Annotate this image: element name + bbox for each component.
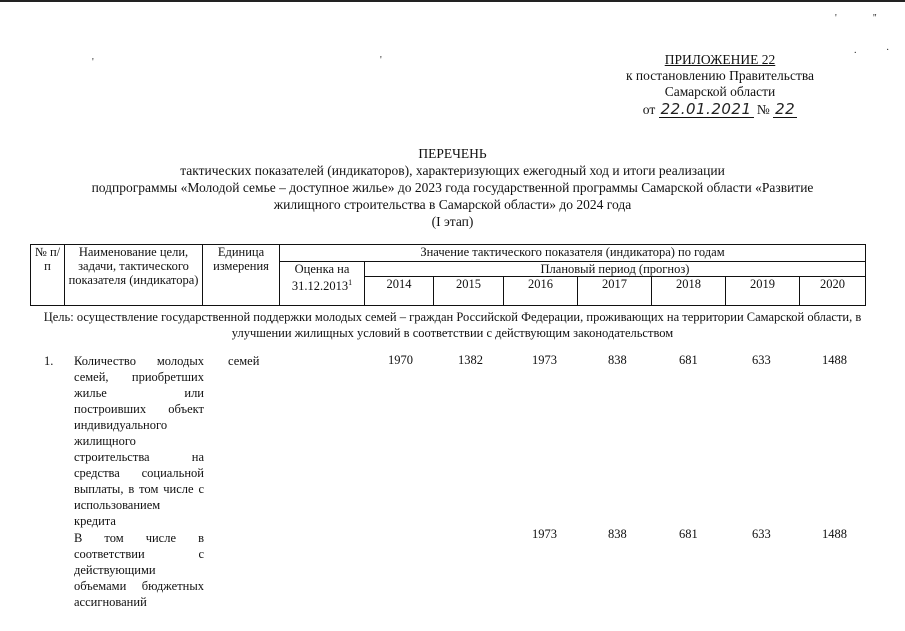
header-name: Наименование цели, задачи, тактического показателя (индикатора) bbox=[65, 245, 203, 306]
header-year: 2020 bbox=[800, 277, 866, 306]
title-line: тактических показателей (индикаторов), характеризующих ежегодный ход и итоги реализации bbox=[180, 163, 725, 178]
row-value: 681 bbox=[679, 527, 698, 541]
header-year: 2016 bbox=[504, 277, 578, 306]
header-year: 2014 bbox=[365, 277, 434, 306]
appendix-date-line bbox=[643, 101, 797, 118]
row-unit: семей bbox=[228, 354, 260, 368]
appendix-title: ПРИЛОЖЕНИЕ 22 bbox=[664, 52, 776, 67]
row-number: 1. bbox=[44, 354, 54, 368]
scan-edge-line bbox=[0, 0, 905, 2]
header-year: 2017 bbox=[578, 277, 652, 306]
header-year: 2018 bbox=[652, 277, 726, 306]
scan-speck: '' bbox=[873, 13, 877, 24]
title-heading: ПЕРЕЧЕНЬ bbox=[418, 146, 487, 161]
handwritten-number: 22 bbox=[775, 100, 796, 118]
title-line: жилищного строительства в Самарской области» до 2024 года bbox=[273, 197, 632, 212]
scan-speck: ' bbox=[835, 13, 837, 24]
row-value: 1973 bbox=[532, 527, 557, 541]
row-value: 838 bbox=[608, 353, 627, 367]
appendix-line: к постановлению Правительства bbox=[625, 68, 815, 83]
row-value: 1973 bbox=[532, 353, 557, 367]
header-num: № п/п bbox=[31, 245, 65, 306]
handwritten-date: 22.01.2021 bbox=[660, 100, 752, 118]
header-year: 2015 bbox=[434, 277, 504, 306]
scan-speck: · bbox=[886, 45, 890, 56]
title-line: подпрограммы «Молодой семье – доступное жилье» до 2023 года государственной программы Самарской области «Развитие bbox=[91, 180, 814, 195]
row-value: 1488 bbox=[822, 527, 847, 541]
indicators-table-header bbox=[30, 244, 866, 306]
appendix-block bbox=[590, 52, 850, 118]
title-stage: (I этап) bbox=[431, 214, 474, 229]
appendix-line: Самарской области bbox=[664, 84, 776, 99]
number-label: № bbox=[756, 102, 770, 117]
row-value: 633 bbox=[752, 353, 771, 367]
row-value: 633 bbox=[752, 527, 771, 541]
header-year: 2019 bbox=[726, 277, 800, 306]
header-estimate: Оценка на 31.12.2013$^1$ bbox=[280, 262, 365, 306]
scan-speck: ' bbox=[380, 55, 382, 66]
row-name: В том числе в соответствии с действующими объемами бюджетных ассигнований bbox=[74, 531, 204, 609]
row-value: 838 bbox=[608, 527, 627, 541]
row-value: 681 bbox=[679, 353, 698, 367]
header-values: Значение тактического показателя (индикатора) по годам bbox=[280, 245, 866, 262]
from-label: от bbox=[642, 102, 656, 117]
row-value: 1970 bbox=[388, 353, 413, 367]
row-value: 1488 bbox=[822, 353, 847, 367]
row-name: Количество молодых семей, приобретших жилье или построивших объект индивидуального жилищного строительства на средства социальной выплаты, в том числе с использованием кредита bbox=[74, 354, 204, 528]
document-title bbox=[30, 145, 875, 230]
scan-speck: ' bbox=[92, 57, 94, 68]
header-plan: Плановый период (прогноз) bbox=[365, 262, 866, 277]
header-unit: Единица измерения bbox=[203, 245, 280, 306]
goal-text: Цель: осуществление государственной поддержки молодых семей – граждан Российской Федерации, проживающих на территории Самарской области, в улучшении жилищных условий в соответствии с действующим законодательством bbox=[43, 310, 862, 340]
scan-speck: . bbox=[854, 45, 857, 56]
row-value: 1382 bbox=[458, 353, 483, 367]
